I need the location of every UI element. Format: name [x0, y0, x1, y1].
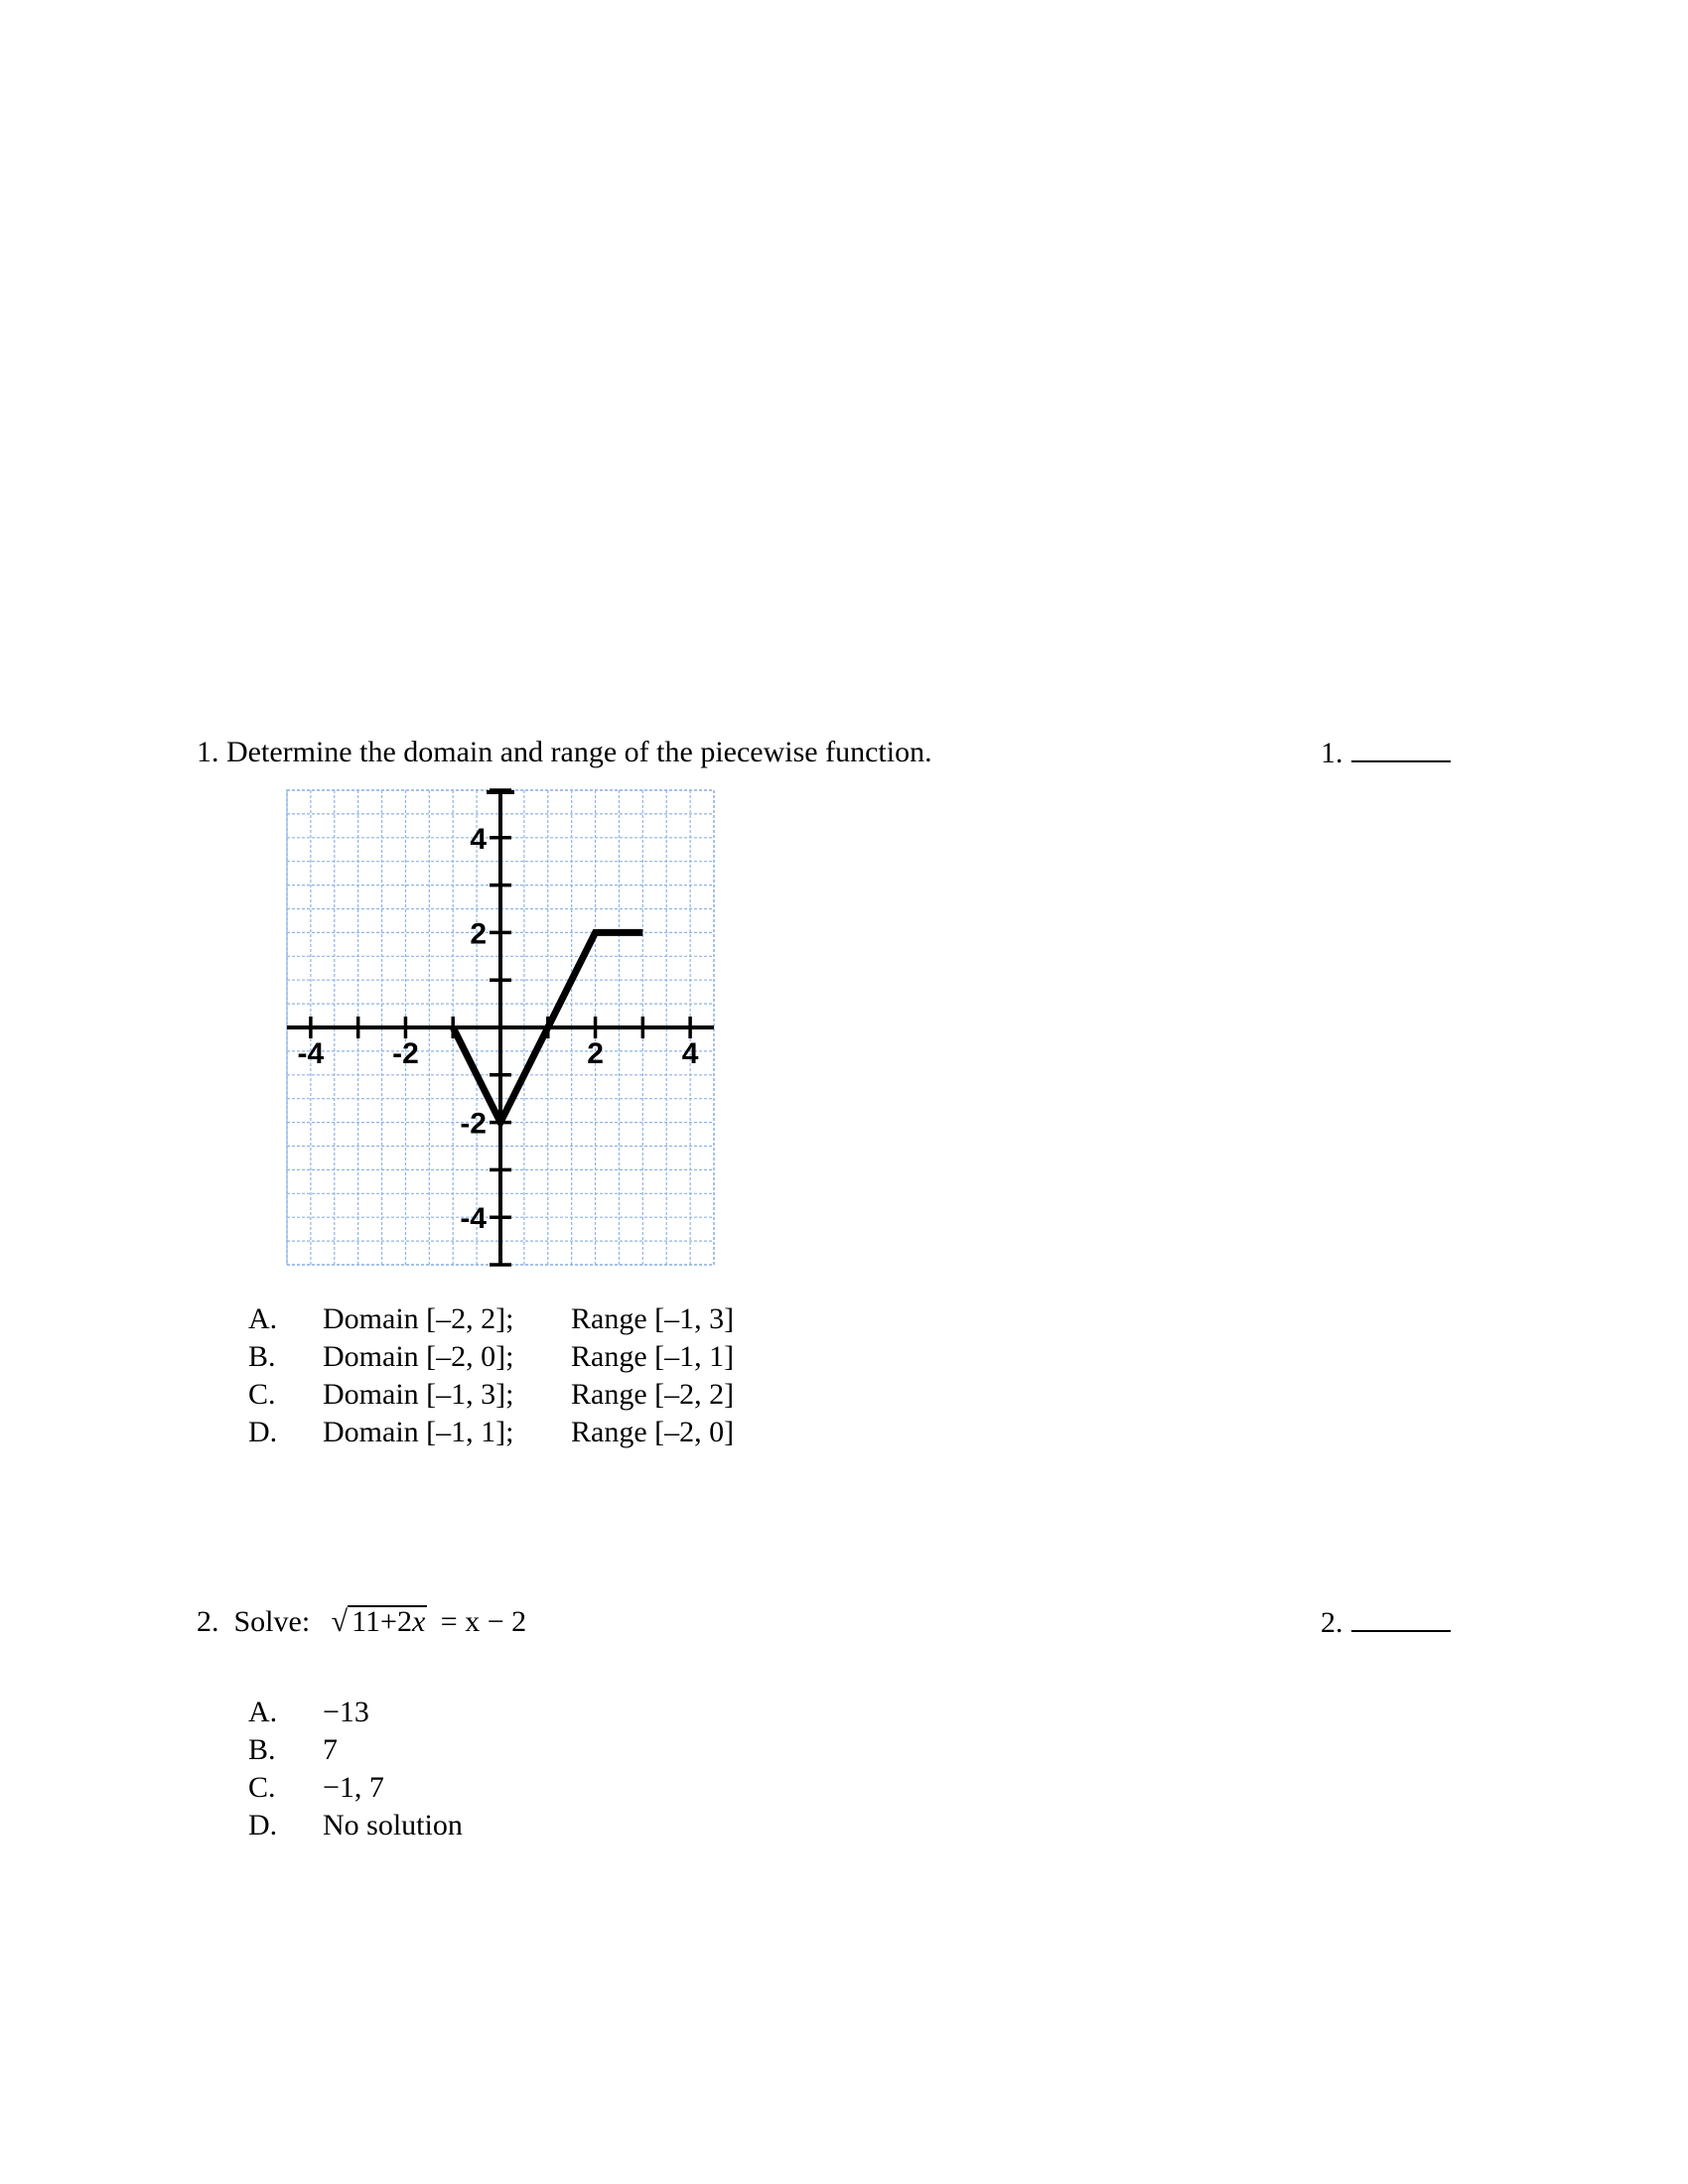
y-tick-label: -2: [460, 1107, 487, 1141]
answer-blank-2[interactable]: [1321, 1604, 1451, 1641]
answer-label-1: 1.: [1321, 737, 1343, 769]
y-tick-label: 4: [470, 822, 487, 856]
answer-line[interactable]: [1351, 1604, 1451, 1632]
choice-letter: A.: [248, 1696, 278, 1728]
piecewise-function-graph: [285, 788, 722, 1275]
y-tick-label: 2: [470, 917, 487, 951]
choice-letter: D.: [248, 1809, 278, 1842]
q2-choices: [248, 1694, 645, 1852]
radicand-coefficient: 2: [396, 1605, 412, 1638]
question-1-text: 1. Determine the domain and range of the piecewise function.: [197, 736, 932, 768]
choice-domain: Domain [–2, 0];: [323, 1340, 514, 1373]
choice-domain: Domain [–1, 1];: [323, 1416, 514, 1448]
choice-a[interactable]: [248, 1300, 844, 1338]
choice-d[interactable]: [248, 1807, 645, 1844]
x-tick-label: 2: [587, 1037, 604, 1070]
choice-a[interactable]: [248, 1694, 645, 1731]
choice-domain: Domain [–2, 2];: [323, 1302, 514, 1335]
choice-d[interactable]: [248, 1414, 844, 1451]
plus-sign: +: [380, 1605, 397, 1638]
radicand: [348, 1605, 427, 1637]
answer-line[interactable]: [1351, 735, 1451, 762]
question-2-label: 2. Solve:: [197, 1605, 311, 1638]
x-tick-label: 4: [681, 1037, 699, 1070]
x-tick-label: -4: [297, 1037, 325, 1070]
radicand-number: 11: [352, 1605, 381, 1638]
equation-rhs: = x − 2: [440, 1605, 527, 1638]
choice-letter: B.: [248, 1733, 276, 1766]
choice-range: Range [–2, 2]: [571, 1378, 735, 1411]
choice-range: Range [–1, 1]: [571, 1340, 735, 1373]
radical-sign: √: [331, 1605, 349, 1638]
choice-letter: A.: [248, 1302, 278, 1335]
choice-letter: C.: [248, 1378, 276, 1411]
q1-choices: [248, 1300, 844, 1459]
choice-letter: C.: [248, 1771, 276, 1804]
variable-x: x: [411, 1605, 426, 1638]
choice-c[interactable]: [248, 1376, 844, 1414]
choice-c[interactable]: [248, 1769, 645, 1807]
answer-label-2: 2.: [1321, 1606, 1343, 1639]
choice-text: −1, 7: [323, 1771, 384, 1804]
choice-text: 7: [323, 1733, 338, 1766]
choice-b[interactable]: [248, 1731, 645, 1769]
choice-range: Range [–2, 0]: [571, 1416, 735, 1448]
choice-domain: Domain [–1, 3];: [323, 1378, 514, 1411]
answer-blank-1[interactable]: [1321, 735, 1451, 771]
equation: [332, 1605, 526, 1638]
choice-range: Range [–1, 3]: [571, 1302, 735, 1335]
choice-text: −13: [323, 1696, 369, 1728]
x-tick-label: -2: [392, 1037, 419, 1070]
question-2-text: [197, 1604, 526, 1640]
y-tick-label: -4: [460, 1202, 487, 1236]
choice-text: No solution: [323, 1809, 463, 1842]
choice-letter: D.: [248, 1416, 278, 1448]
choice-b[interactable]: [248, 1338, 844, 1376]
choice-letter: B.: [248, 1340, 276, 1373]
